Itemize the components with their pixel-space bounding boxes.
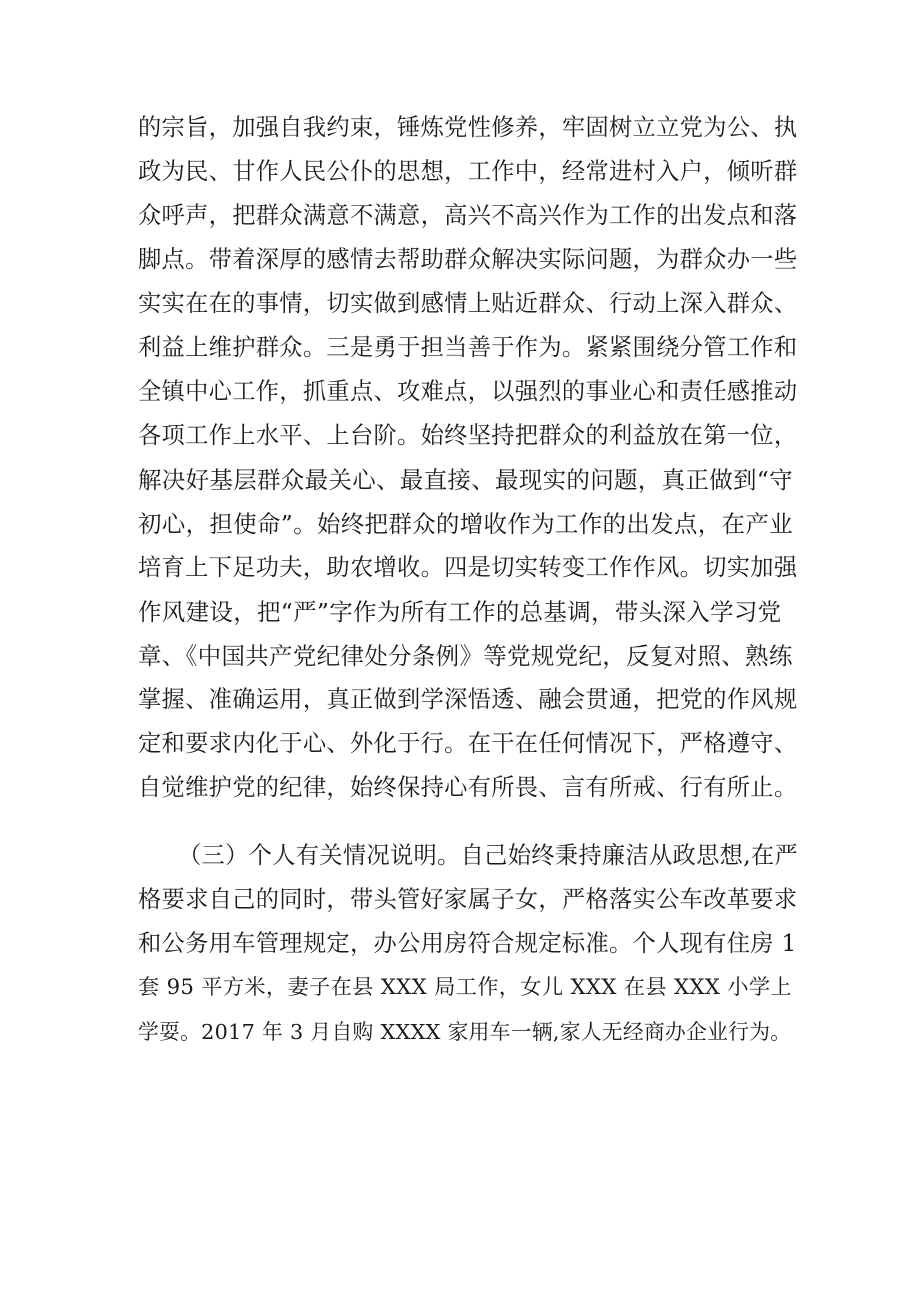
paragraph-1-line-8: 各项工作上水平、上台阶。始终坚持把群众的利益放在第一位， [138,422,798,449]
paragraph-1-line-6: 利益上维护群众。三是勇于担当善于作为。紧紧围绕分管工作和 [138,334,798,361]
paragraph-1-line-11: 培育上下足功夫，助农增收。四是切实转变工作作风。切实加强 [138,554,798,581]
paragraph-2-line-4: 套 95 平方米，妻子在县 XXX 局工作，女儿 XXX 在县 XXX 小学上 [138,975,792,1000]
paragraph-1-line-7: 全镇中心工作，抓重点、攻难点，以强烈的事业心和责任感推动 [138,378,798,405]
paragraph-1-line-13: 章、《中国共产党纪律处分条例》等党规党纪，反复对照、熟练 [138,642,793,670]
paragraph-1-line-12: 作风建设，把“严”字作为所有工作的总基调，带头深入学习党 [138,598,782,626]
paragraph-2-line-2: 格要求自己的同时，带头管好家属子女，严格落实公车改革要求 [138,886,798,913]
paragraph-2-line-1: （三）个人有关情况说明。自己始终秉持廉洁从政思想,在严 [178,842,798,869]
paragraph-1-line-15: 定和要求内化于心、外化于行。在干在任何情况下，严格遵守、 [138,730,798,757]
paragraph-1-line-1: 的宗旨，加强自我约束，锤炼党性修养，牢固树立立党为公、执 [138,114,798,141]
paragraph-2-line-3: 和公务用车管理规定，办公用房符合规定标准。个人现有住房 1 [138,930,797,957]
paragraph-1-line-9: 解决好基层群众最关心、最直接、最现实的问题，真正做到“守 [138,466,793,494]
paragraph-1-line-5: 实实在在的事情，切实做到感情上贴近群众、行动上深入群众、 [138,290,798,317]
paragraph-2-line-5: 学耍。2017 年 3 月自购 XXXX 家用车一辆,家人无经商办企业行为。 [138,1020,792,1044]
paragraph-1-line-2: 政为民、甘作人民公仆的思想，工作中，经常进村入户，倾听群 [138,158,798,185]
paragraph-1-line-16: 自觉维护党的纪律，始终保持心有所畏、言有所戒、行有所止。 [138,774,798,801]
paragraph-1-line-14: 掌握、准确运用，真正做到学深悟透、融会贯通，把党的作风规 [138,686,798,713]
paragraph-1-line-10: 初心，担使命”。始终把群众的增收作为工作的出发点，在产业 [138,510,793,538]
paragraph-1-line-3: 众呼声，把群众满意不满意，高兴不高兴作为工作的出发点和落 [138,202,798,229]
paragraph-1-line-4: 脚点。带着深厚的感情去帮助群众解决实际问题，为群众办一些 [138,246,798,273]
